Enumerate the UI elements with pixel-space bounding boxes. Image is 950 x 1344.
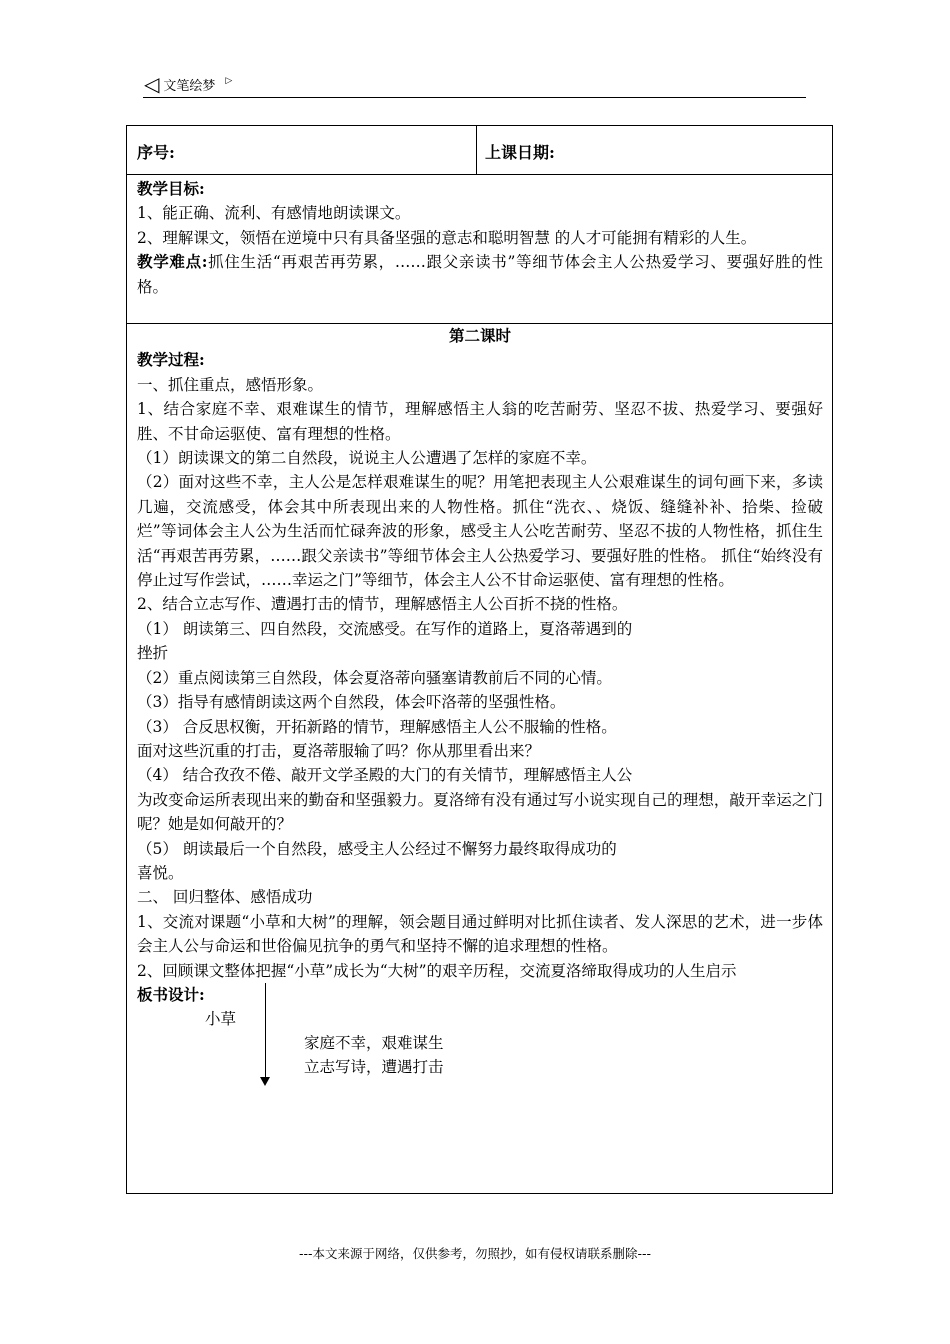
process-line: 面对这些沉重的打击，夏洛蒂服输了吗？你从那里看出来？ bbox=[137, 741, 541, 760]
process-line: 1、结合家庭不幸、艰难谋生的情节，理解感悟主人翁的吃苦耐劳、坚忍不拔、热爱学习、要强好胜、不甘命运驱使、富有理想的性格。 bbox=[137, 400, 823, 443]
header-divider bbox=[143, 97, 806, 98]
process-line: 1、交流对课题“小草和大树”的理解，领会题目通过鲜明对比抓住读者、发人深思的艺术，进一步体会主人公与命运和世俗偏见抗争的勇气和坚持不懈的追求理想的性格。 bbox=[137, 912, 823, 956]
board-branch: 家庭不幸，艰难谋生 bbox=[304, 1033, 444, 1052]
process-line: （1）朗读课文的第二自然段，说说主人公遭遇了怎样的家庭不幸。 bbox=[137, 449, 597, 468]
objective-item: 2、理解课文，领悟在逆境中只有具备坚强的意志和聪明智慧 的人才可能拥有精彩的人生。 bbox=[137, 228, 757, 247]
process-line: （5） 朗读最后一个自然段，感受主人公经过不懈努力最终取得成功的 bbox=[137, 839, 617, 858]
process-line: 二、 回归整体、感悟成功 bbox=[137, 888, 313, 907]
objectives-cell bbox=[127, 175, 832, 324]
process-line: 2、回顾课文整体把握“小草”成长为“大树”的艰辛历程，交流夏洛缔取得成功的人生启示 bbox=[137, 961, 737, 980]
difficulty-paragraph bbox=[137, 250, 823, 299]
process-line: 喜悦。 bbox=[137, 863, 184, 882]
footer-disclaimer: ---本文来源于网络，仅供参考，勿照抄，如有侵权请联系删除--- bbox=[298, 1246, 652, 1261]
triangle-right-icon: ▷ bbox=[225, 76, 233, 86]
serial-cell bbox=[127, 126, 477, 174]
header-brand: 文笔绘梦 bbox=[163, 78, 216, 94]
info-row bbox=[127, 126, 832, 175]
process-line: 挫折 bbox=[137, 644, 169, 663]
process-line: 一、抓住重点，感悟形象。 bbox=[137, 375, 324, 394]
objectives-heading: 教学目标: bbox=[137, 179, 205, 198]
process-line: （4） 结合孜孜不倦、敲开文学圣殿的大门的有关情节，理解感悟主人公 bbox=[137, 766, 633, 785]
process-line: （3）指导有感情朗读这两个自然段，体会吓洛蒂的坚强性格。 bbox=[137, 693, 566, 712]
board-design bbox=[137, 983, 823, 1093]
lesson-title: 第二课时 bbox=[448, 326, 511, 345]
serial-label: 序号: bbox=[137, 143, 175, 162]
board-heading: 板书设计: bbox=[137, 984, 205, 1004]
page-header bbox=[144, 74, 232, 94]
process-cell bbox=[127, 324, 832, 1193]
triangle-left-icon: ◁ bbox=[144, 72, 160, 96]
process-line: 2、结合立志写作、遭遇打击的情节，理解感悟主人公百折不挠的性格。 bbox=[137, 595, 628, 614]
date-label: 上课日期: bbox=[485, 143, 555, 162]
process-line: 为改变命运所表现出来的勤奋和坚强毅力。夏洛缔有没有通过写小说实现自己的理想，敲开幸运之门呢？她是如何敲开的？ bbox=[137, 790, 823, 834]
difficulty-label: 教学难点: bbox=[137, 252, 208, 272]
process-line: （2）面对这些不幸，主人公是怎样艰难谋生的呢？用笔把表现主人公艰难谋生的词句画下来，多读几遍，交流感受，体会其中所表现出来的人物性格。抓住“洗衣、、烧饭、缝缝补补、拾柴、捡破烂”等词体会主人公为生活而忙碌奔波的形象，感受主人公吃苦耐劳、坚忍不拔的人物性格，抓住生活“再艰苦再劳累，……跟父亲读书”等细节体会主人公热爱学习、要强好胜的性格。 抓住“始终没有停止过写作尝试，……幸运之门”等细节，体会主人公不甘命运驱使、富有理想的性格。 bbox=[137, 473, 823, 590]
process-line: （2）重点阅读第三自然段，体会夏洛蒂向骚塞请教前后不同的心情。 bbox=[137, 668, 612, 687]
process-line: （3） 合反思权衡，开拓新路的情节，理解感悟主人公不服输的性格。 bbox=[137, 717, 617, 736]
board-arrow-line bbox=[265, 983, 266, 1079]
process-line: （1） 朗读第三、四自然段，交流感受。在写作的道路上，夏洛蒂遇到的 bbox=[137, 619, 633, 638]
difficulty-text: 抓住生活“再艰苦再劳累，……跟父亲读书”等细节体会主人公热爱学习、要强好胜的性格。 bbox=[137, 253, 823, 296]
process-heading: 教学过程: bbox=[137, 350, 205, 370]
arrow-down-icon bbox=[260, 1077, 270, 1086]
objective-item: 1、能正确、流利、有感情地朗读课文。 bbox=[137, 204, 411, 223]
board-root: 小草 bbox=[205, 1009, 237, 1028]
lesson-plan-table bbox=[126, 125, 833, 1194]
board-branch: 立志写诗，遭遇打击 bbox=[304, 1057, 444, 1076]
